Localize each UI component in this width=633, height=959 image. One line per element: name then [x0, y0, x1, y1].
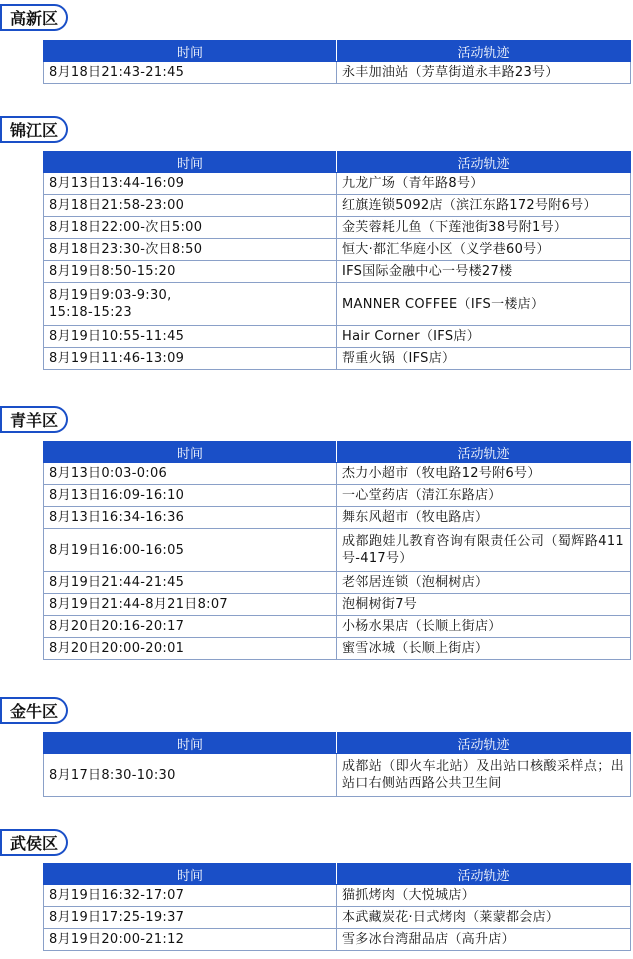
table-row [44, 62, 631, 84]
district-tag [2, 116, 68, 143]
time-cell: 8月19日21:44-8月21日8:07 [44, 594, 337, 616]
itinerary-table [43, 863, 631, 951]
table-row [44, 638, 631, 660]
header-location: 活动轨迹 [337, 733, 631, 754]
time-cell: 8月17日8:30-10:30 [44, 754, 337, 797]
time-cell: 8月18日23:30-次日8:50 [44, 239, 337, 261]
district-name: 青羊区 [10, 411, 59, 430]
district-tag [2, 829, 68, 856]
location-cell: 帮重火锅（IFS店） [337, 348, 631, 370]
location-cell: 泡桐树街7号 [337, 594, 631, 616]
location-cell: 九龙广场（青年路8号） [337, 173, 631, 195]
header-time: 时间 [44, 733, 337, 754]
time-cell: 8月19日16:32-17:07 [44, 885, 337, 907]
location-cell: 杰力小超市（牧电路12号附6号） [337, 463, 631, 485]
table-row [44, 507, 631, 529]
table-row [44, 261, 631, 283]
location-cell: MANNER COFFEE（IFS一楼店） [337, 283, 631, 326]
table-row [44, 463, 631, 485]
location-cell: 小杨水果店（长顺上街店） [337, 616, 631, 638]
time-cell: 8月13日16:34-16:36 [44, 507, 337, 529]
table-row [44, 594, 631, 616]
table-row [44, 616, 631, 638]
district-tag [2, 406, 68, 433]
location-cell: 猫抓烤肉（大悦城店） [337, 885, 631, 907]
location-cell: 雪多冰台湾甜品店（高升店） [337, 929, 631, 951]
table-row [44, 907, 631, 929]
table-row [44, 173, 631, 195]
time-cell: 8月19日16:00-16:05 [44, 529, 337, 572]
location-cell: 蜜雪冰城（长顺上街店） [337, 638, 631, 660]
location-cell: 舞东风超市（牧电路店） [337, 507, 631, 529]
location-cell: 本武藏炭花·日式烤肉（莱蒙都会店） [337, 907, 631, 929]
location-cell: 恒大·都汇华庭小区（义学巷60号） [337, 239, 631, 261]
time-cell: 8月20日20:00-20:01 [44, 638, 337, 660]
table-row [44, 239, 631, 261]
location-cell: 红旗连锁5092店（滨江东路172号附6号） [337, 195, 631, 217]
district-tag [2, 697, 68, 724]
header-location: 活动轨迹 [337, 442, 631, 463]
header-location: 活动轨迹 [337, 41, 631, 62]
time-cell: 8月20日20:16-20:17 [44, 616, 337, 638]
location-cell: 老邻居连锁（泡桐树店） [337, 572, 631, 594]
district-name: 金牛区 [10, 702, 59, 721]
header-time: 时间 [44, 152, 337, 173]
time-cell: 8月13日0:03-0:06 [44, 463, 337, 485]
location-cell: 金芙蓉耗儿鱼（下莲池街38号附1号） [337, 217, 631, 239]
district-tag [2, 4, 68, 31]
time-cell: 8月19日20:00-21:12 [44, 929, 337, 951]
table-row [44, 348, 631, 370]
table-row [44, 929, 631, 951]
location-cell: IFS国际金融中心一号楼27楼 [337, 261, 631, 283]
itinerary-table [43, 441, 631, 660]
time-cell: 8月19日11:46-13:09 [44, 348, 337, 370]
header-time: 时间 [44, 442, 337, 463]
time-cell: 8月13日16:09-16:10 [44, 485, 337, 507]
table-row [44, 195, 631, 217]
table-row [44, 572, 631, 594]
table-row [44, 885, 631, 907]
table-row [44, 485, 631, 507]
table-row [44, 326, 631, 348]
time-cell: 8月19日10:55-11:45 [44, 326, 337, 348]
location-cell: Hair Corner（IFS店） [337, 326, 631, 348]
time-cell: 8月13日13:44-16:09 [44, 173, 337, 195]
table-row [44, 283, 631, 326]
time-cell: 8月18日21:58-23:00 [44, 195, 337, 217]
time-cell: 8月19日17:25-19:37 [44, 907, 337, 929]
header-time: 时间 [44, 41, 337, 62]
district-name: 武侯区 [10, 834, 59, 853]
table-row [44, 217, 631, 239]
header-time: 时间 [44, 864, 337, 885]
time-cell: 8月18日21:43-21:45 [44, 62, 337, 84]
district-name: 锦江区 [10, 121, 59, 140]
table-row [44, 754, 631, 797]
time-cell: 8月19日21:44-21:45 [44, 572, 337, 594]
time-cell: 8月19日8:50-15:20 [44, 261, 337, 283]
time-cell: 8月19日9:03-9:30, 15:18-15:23 [44, 283, 337, 326]
itinerary-table [43, 732, 631, 797]
location-cell: 成都跑娃儿教育咨询有限责任公司（蜀辉路411号-417号） [337, 529, 631, 572]
itinerary-table [43, 40, 631, 84]
itinerary-table [43, 151, 631, 370]
table-row [44, 529, 631, 572]
location-cell: 永丰加油站（芳草街道永丰路23号） [337, 62, 631, 84]
district-name: 高新区 [10, 9, 59, 28]
location-cell: 一心堂药店（清江东路店） [337, 485, 631, 507]
location-cell: 成都站（即火车北站）及出站口核酸采样点；出站口右侧站西路公共卫生间 [337, 754, 631, 797]
header-location: 活动轨迹 [337, 152, 631, 173]
header-location: 活动轨迹 [337, 864, 631, 885]
time-cell: 8月18日22:00-次日5:00 [44, 217, 337, 239]
